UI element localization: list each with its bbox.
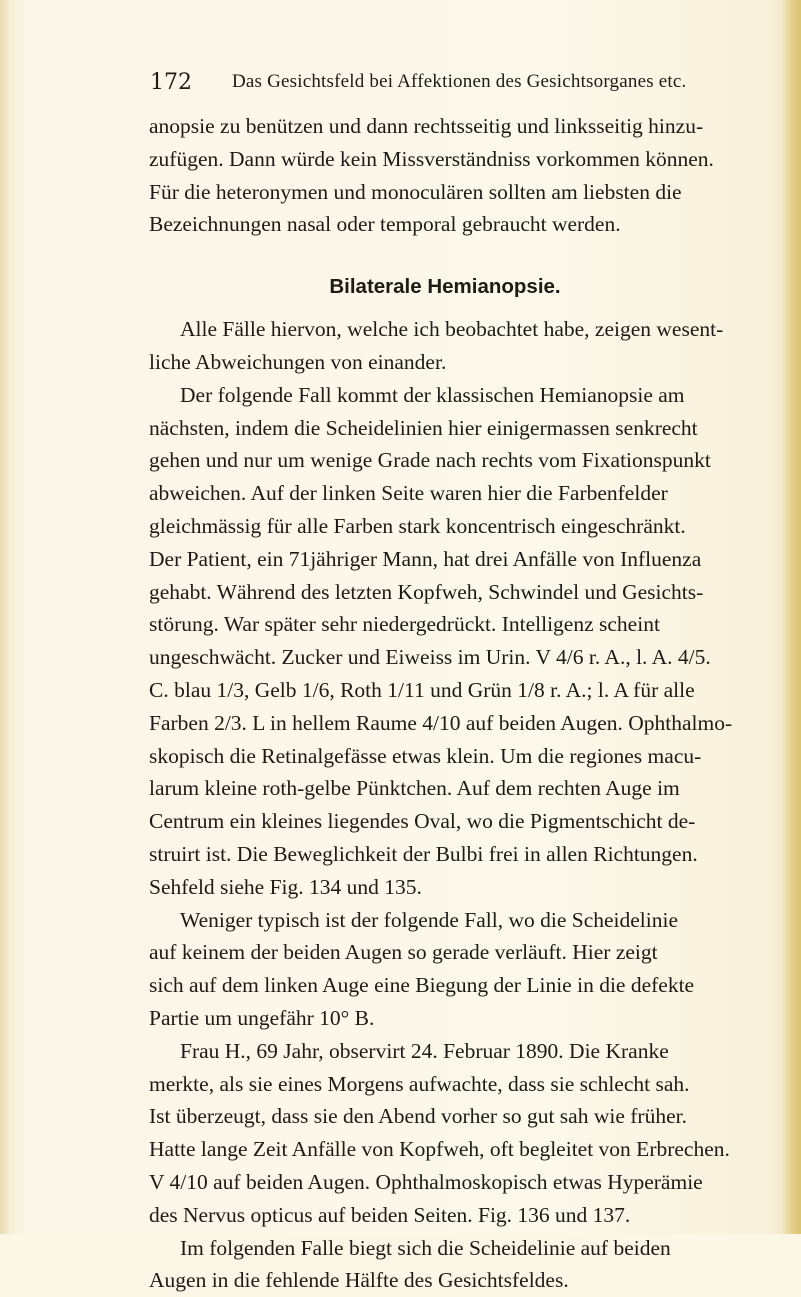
text-line: V 4/10 auf beiden Augen. Ophthalmoskopisch etwas Hyperämie: [149, 1169, 703, 1194]
text-line: Der Patient, ein 71jähriger Mann, hat drei Anfälle von Influenza: [149, 546, 702, 571]
text-line: Sehfeld siehe Fig. 134 und 135.: [149, 874, 422, 899]
text-line: larum kleine roth-gelbe Pünktchen. Auf dem rechten Auge im: [149, 776, 680, 801]
text-line: zufügen. Dann würde kein Missverständniss vorkommen können.: [149, 146, 714, 171]
text-line: Augen in die fehlende Hälfte des Gesichtsfeldes.: [149, 1268, 569, 1293]
text-line: gleichmässig für alle Farben stark koncentrisch eingeschränkt.: [149, 513, 686, 538]
text-line: nächsten, indem die Scheidelinien hier einigermassen senkrecht: [149, 415, 698, 440]
text-line: merkte, als sie eines Morgens aufwachte, dass sie schlecht sah.: [149, 1071, 690, 1096]
section-heading-block: [149, 241, 741, 313]
text-line: skopisch die Retinalgefässe etwas klein. Um die regiones macu-: [149, 743, 702, 768]
section-heading: Bilaterale Hemianopsie.: [329, 275, 561, 299]
page-edge-discoloration: [781, 0, 801, 1234]
text-line: C. blau 1/3, Gelb 1/6, Roth 1/11 und Grün 1/8 r. A.; l. A für alle: [149, 677, 695, 702]
text-line: gehen und nur um wenige Grade nach rechts vom Fixationspunkt: [149, 448, 711, 473]
text-line: ungeschwächt. Zucker und Eiweiss im Urin. V 4/6 r. A., l. A. 4/5.: [149, 645, 711, 670]
text-line: Alle Fälle hiervon, welche ich beobachtet habe, zeigen wesent-: [180, 317, 724, 342]
text-line: Bezeichnungen nasal oder temporal gebraucht werden.: [149, 212, 621, 237]
paragraph-continuation: [149, 110, 741, 241]
text-line: struirt ist. Die Beweglichkeit der Bulbi frei in allen Richtungen.: [149, 841, 698, 866]
text-line: Ist überzeugt, dass sie den Abend vorher so gut sah wie früher.: [149, 1104, 687, 1129]
text-line: sich auf dem linken Auge eine Biegung der Linie in die defekte: [149, 973, 695, 998]
text-line: Für die heteronymen und monoculären sollten am liebsten die: [149, 179, 682, 204]
page-gutter-shadow: [0, 0, 10, 1234]
text-line: störung. War später sehr niedergedrückt. Intelligenz scheint: [149, 612, 660, 637]
text-line: liche Abweichungen von einander.: [149, 349, 447, 374]
text-line: abweichen. Auf der linken Seite waren hier die Farbenfelder: [149, 481, 668, 506]
text-line: Partie um ungefähr 10° B.: [149, 1005, 375, 1030]
text-line: Der folgende Fall kommt der klassischen Hemianopsie am: [180, 382, 685, 407]
text-line: Frau H., 69 Jahr, observirt 24. Februar 1890. Die Kranke: [180, 1038, 669, 1063]
running-title: Das Gesichtsfeld bei Affektionen des Gesichtsorganes etc.: [232, 71, 687, 92]
text-line: Centrum ein kleines liegendes Oval, wo die Pigmentschicht de-: [149, 809, 696, 834]
text-line: anopsie zu benützen und dann rechtsseitig und linksseitig hinzu-: [149, 114, 704, 138]
page-number: 172: [150, 70, 192, 95]
section-body: [149, 313, 741, 1297]
running-header: [150, 70, 730, 100]
text-line: gehabt. Während des letzten Kopfweh, Schwindel und Gesichts-: [149, 579, 704, 604]
text-line: des Nervus opticus auf beiden Seiten. Fig. 136 und 137.: [149, 1202, 631, 1227]
text-line: auf keinem der beiden Augen so gerade verläuft. Hier zeigt: [149, 940, 658, 965]
body-text: [149, 110, 741, 1297]
text-line: Im folgenden Falle biegt sich die Scheidelinie auf beiden: [180, 1235, 671, 1260]
text-line: Farben 2/3. L in hellem Raume 4/10 auf beiden Augen. Ophthalmo-: [149, 710, 733, 735]
text-line: Hatte lange Zeit Anfälle von Kopfweh, oft begleitet von Erbrechen.: [149, 1137, 730, 1162]
text-line: Weniger typisch ist der folgende Fall, wo die Scheidelinie: [180, 907, 679, 932]
